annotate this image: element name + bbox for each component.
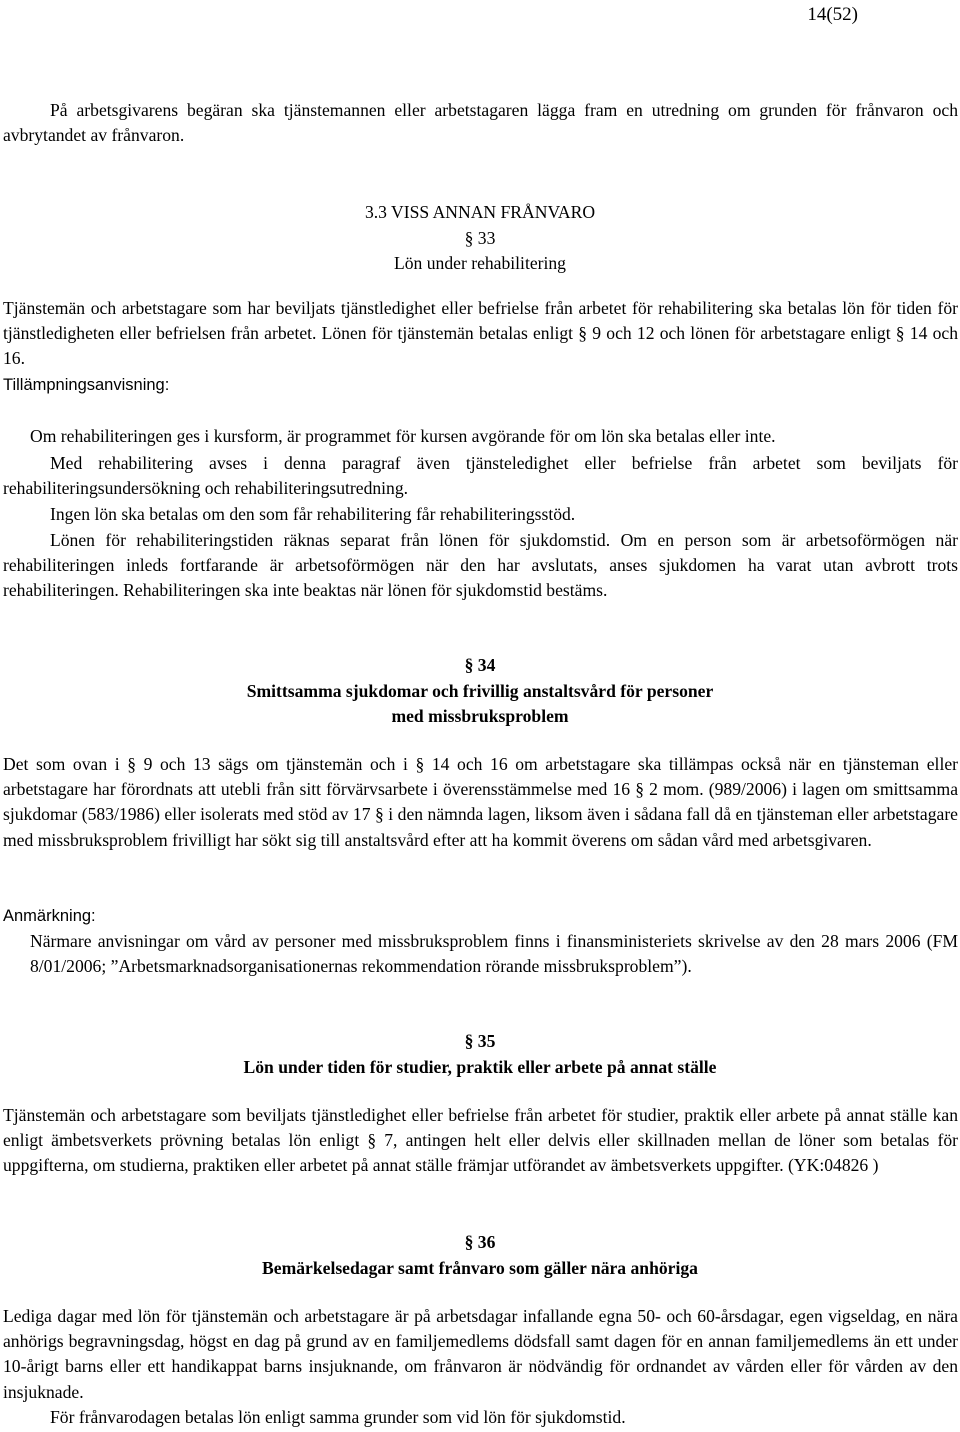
application-note-label: Tillämpningsanvisning: bbox=[3, 376, 170, 394]
paragraph-35-body: Tjänstemän och arbetstagare som beviljats tjänstledighet eller befrielse från arbetet för studier, praktik eller arbete på annat ställe kan enligt ämbetsverkets prövning betalas lön enligt § 7, antingen helt eller delvis eller skillnaden mellan de löner som betalas för uppgifterna, om studierna, praktiken eller arbetet på annat ställe främjar utförandet av ämbetsverkets uppgifter. (YK:04826 ) bbox=[3, 1105, 958, 1176]
paragraph-34-body: Det som ovan i § 9 och 13 sägs om tjänstemän och i § 14 och 16 om arbetstagare ska tillämpas också när en tjänsteman eller arbetstagare har förordnats att utebli från sitt förvärvsarbete i överensstämmelse med 16 § 2 mom. (989/2006) i lagen om smittsamma sjukdomar (583/1986) eller isolerats med stöd av 17 § i den nämnda lagen, liksom även i sådana fall då en tjänsteman eller arbetstagare med missbruksproblem frivilligt har sökt sig till anstaltsvård efter att ha kommit överens om sådan vård med arbetsgivaren. bbox=[3, 754, 958, 850]
paragraph-34-number: § 34 bbox=[464, 655, 496, 675]
paragraph-36-body-2: För frånvarodagen betalas lön enligt samma grunder som vid lön för sjukdomstid. bbox=[50, 1407, 626, 1427]
page-number: 14(52) bbox=[807, 4, 858, 25]
application-note-2: Med rehabilitering avses i denna paragraf även tjänsteledighet eller befrielse från arbetet som beviljats för rehabiliteringsundersökning och rehabiliteringsutredning. bbox=[3, 453, 958, 499]
application-note-3: Ingen lön ska betalas om den som får rehabilitering får rehabiliteringsstöd. bbox=[50, 504, 576, 524]
paragraph-34-title-line-2: med missbruksproblem bbox=[391, 706, 569, 726]
paragraph-36-body: Lediga dagar med lön för tjänstemän och arbetstagare är på arbetsdagar infallande egna 50- och 60-årsdagar, egen vigseldag, en nära anhörigs begravningsdag, högst en dag på grund av en familjemedlems dödsfall samt dagen för en annan familjemedlems än ett under 10-årigt barns eller ett handikappat barns insjuknande, om frånvaron är nödvändig för ordnandet av vården eller för vården av den insjuknade. bbox=[3, 1306, 958, 1402]
application-note-4: Lönen för rehabiliteringstiden räknas separat från lönen för sjukdomstid. Om en person som är arbetsoförmögen när rehabiliteringen inleds fortfarande är arbetsoförmögen när den har avslutats, anses sjukdomen ha varat utan avbrott trots rehabiliteringen. Rehabiliteringen ska inte beaktas när lönen för sjukdomstid bestäms. bbox=[3, 530, 958, 601]
paragraph-35-number: § 35 bbox=[464, 1031, 496, 1051]
paragraph-33-body: Tjänstemän och arbetstagare som har beviljats tjänstledighet eller befrielse från arbetet för rehabilitering ska betalas lön för tiden för tjänstledigheten eller befrielsen från arbetet. Lönen för tjänstemän betalas enligt § 9 och 12 och lönen för arbetstagare enligt § 14 och 16. bbox=[3, 298, 958, 369]
intro-paragraph: På arbetsgivarens begäran ska tjänstemannen eller arbetstagaren lägga fram en utredning om grunden för frånvaron och avbrytandet av frånvaron. bbox=[3, 100, 958, 146]
paragraph-35-title: Lön under tiden för studier, praktik eller arbete på annat ställe bbox=[243, 1057, 717, 1077]
section-heading: 3.3 VISS ANNAN FRÅNVARO bbox=[364, 202, 596, 222]
application-note-1: Om rehabiliteringen ges i kursform, är programmet för kursen avgörande för om lön ska betalas eller inte. bbox=[30, 426, 776, 446]
remark-text: Närmare anvisningar om vård av personer med missbruksproblem finns i finansministeriets skrivelse av den 28 mars 2006 (FM 8/01/2006; ”Arbetsmarknadsorganisationernas rekommendation rörande missbruksproblem”). bbox=[30, 931, 958, 977]
paragraph-33-title: Lön under rehabilitering bbox=[394, 253, 566, 273]
paragraph-36-number: § 36 bbox=[464, 1232, 496, 1252]
paragraph-34-title-line-1: Smittsamma sjukdomar och frivillig anstaltsvård för personer bbox=[246, 681, 714, 701]
remark-label: Anmärkning: bbox=[3, 907, 96, 925]
paragraph-36-title: Bemärkelsedagar samt frånvaro som gäller nära anhöriga bbox=[262, 1258, 698, 1278]
paragraph-33-number: § 33 bbox=[464, 228, 496, 248]
